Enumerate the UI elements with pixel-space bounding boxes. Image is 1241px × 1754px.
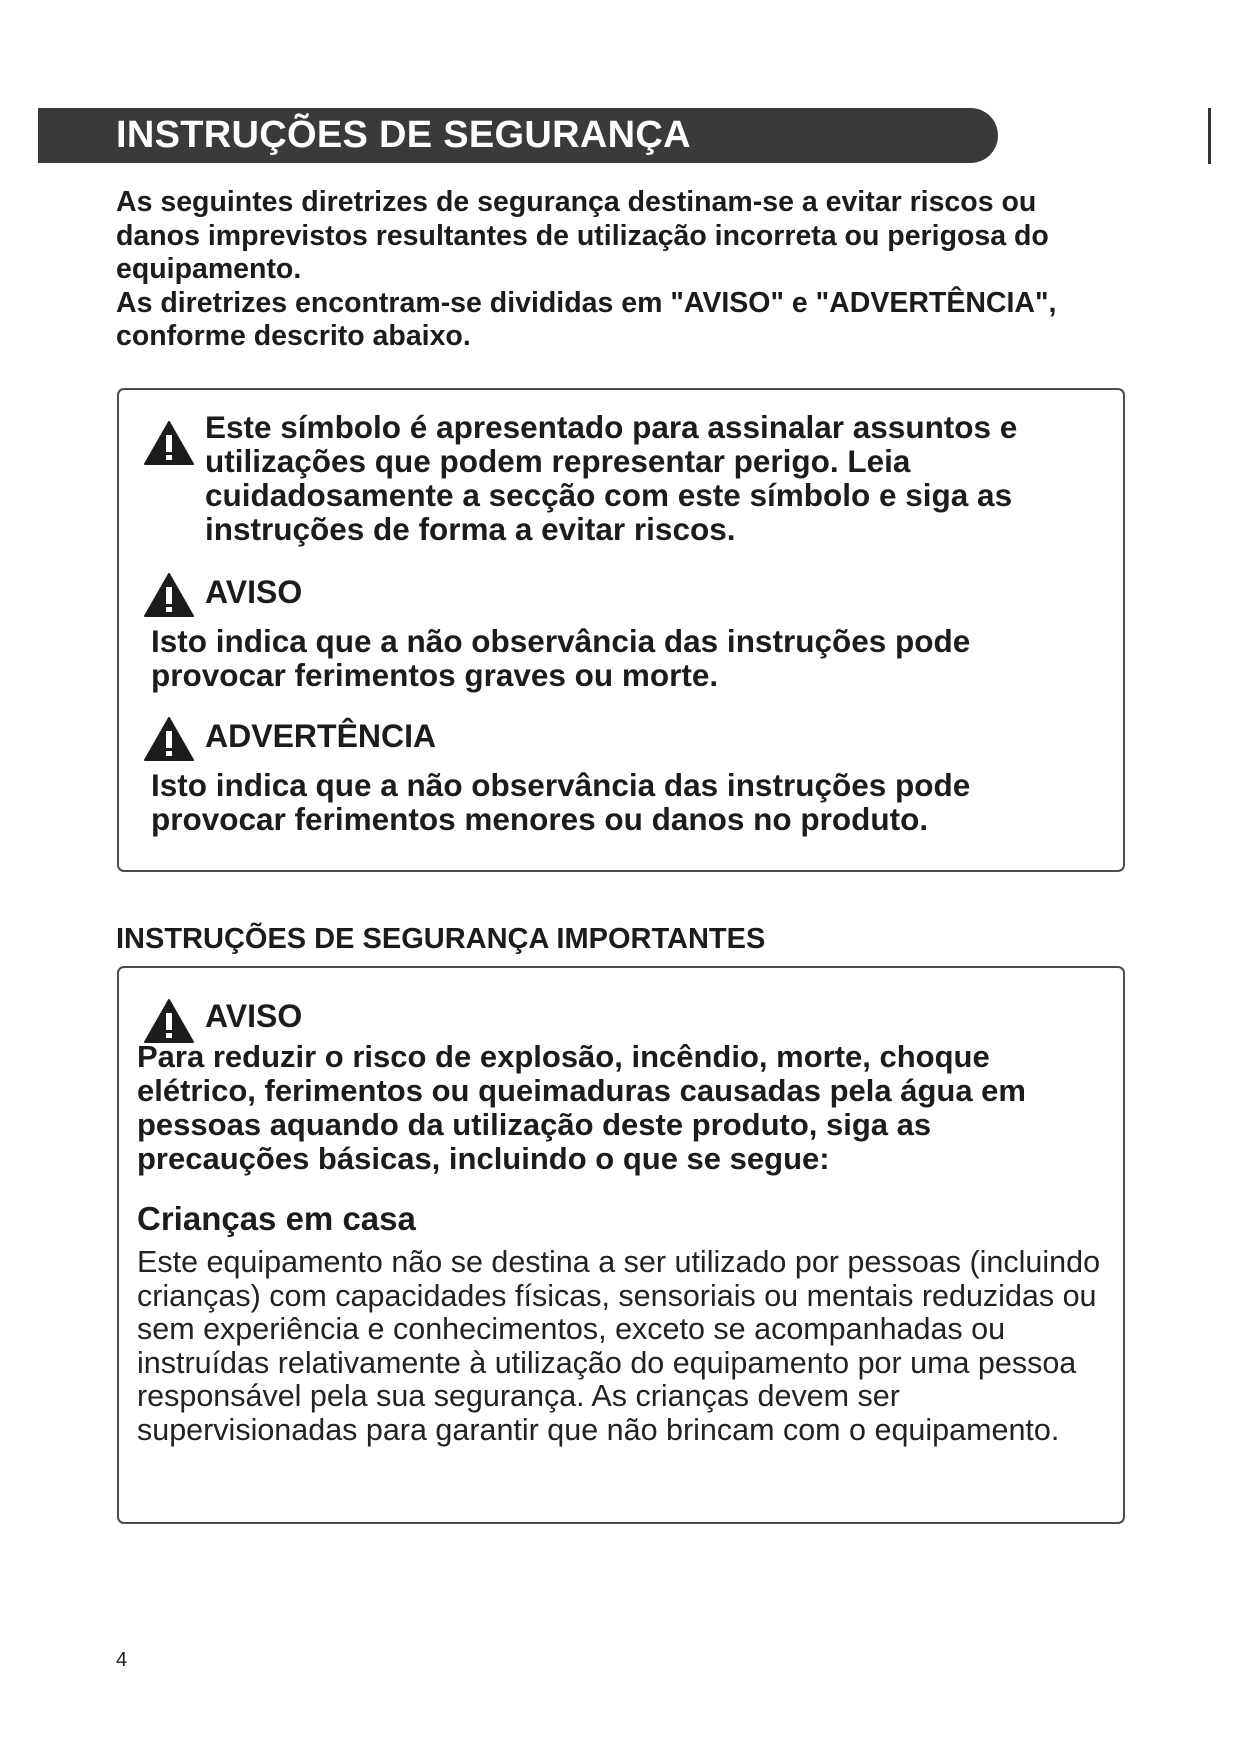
intro-paragraph-2: As diretrizes encontram-se divididas em "AVISO" e "ADVERTÊNCIA", conforme descrito abaixo. bbox=[116, 286, 1057, 352]
important-heading: INSTRUÇÕES DE SEGURANÇA IMPORTANTES bbox=[116, 923, 766, 955]
legend-box bbox=[117, 388, 1125, 872]
warning-triangle-icon bbox=[143, 998, 195, 1044]
warning-triangle-icon bbox=[143, 420, 195, 466]
symbol-description: Este símbolo é apresentado para assinalar assuntos e utilizações que podem representar perigo. Leia cuidadosamente a secção com este símbolo e siga as instruções de forma a evitar riscos. bbox=[205, 409, 1018, 547]
aviso-label: AVISO bbox=[205, 574, 303, 610]
important-warning-label: AVISO bbox=[205, 998, 303, 1034]
page-number: 4 bbox=[116, 1649, 128, 1671]
advertencia-description: Isto indica que a não observância das instruções pode provocar ferimentos menores ou danos no produto. bbox=[151, 767, 971, 837]
intro-text bbox=[116, 186, 1116, 354]
children-section-body: Este equipamento não se destina a ser utilizado por pessoas (incluindo crianças) com capacidades físicas, sensoriais ou mentais reduzidas ou sem experiência e conhecimentos, exceto se acompanhadas ou instruídas relativamente à utilização do equipamento por uma pessoa responsável pela sua segurança. As crianças devem ser supervisionadas para garantir que não brincam com o equipamento. bbox=[137, 1245, 1101, 1447]
warning-triangle-icon bbox=[143, 716, 195, 762]
aviso-description: Isto indica que a não observância das instruções pode provocar ferimentos graves ou morte. bbox=[151, 623, 971, 693]
children-section-heading: Crianças em casa bbox=[137, 1200, 416, 1237]
important-warning-text: Para reduzir o risco de explosão, incêndio, morte, choque elétrico, ferimentos ou queimaduras causadas pela água em pessoas aquando da utilização deste produto, siga as precauções básicas, incluindo o que se segue: bbox=[137, 1039, 1026, 1176]
page-title: INSTRUÇÕES DE SEGURANÇA bbox=[116, 114, 691, 156]
important-box bbox=[117, 966, 1125, 1524]
warning-triangle-icon bbox=[143, 572, 195, 618]
advertencia-label: ADVERTÊNCIA bbox=[205, 718, 437, 754]
intro-paragraph-1: As seguintes diretrizes de segurança destinam-se a evitar riscos ou danos imprevistos resultantes de utilização incorreta ou perigosa do equipamento. bbox=[116, 186, 1049, 285]
side-divider bbox=[1208, 108, 1211, 164]
